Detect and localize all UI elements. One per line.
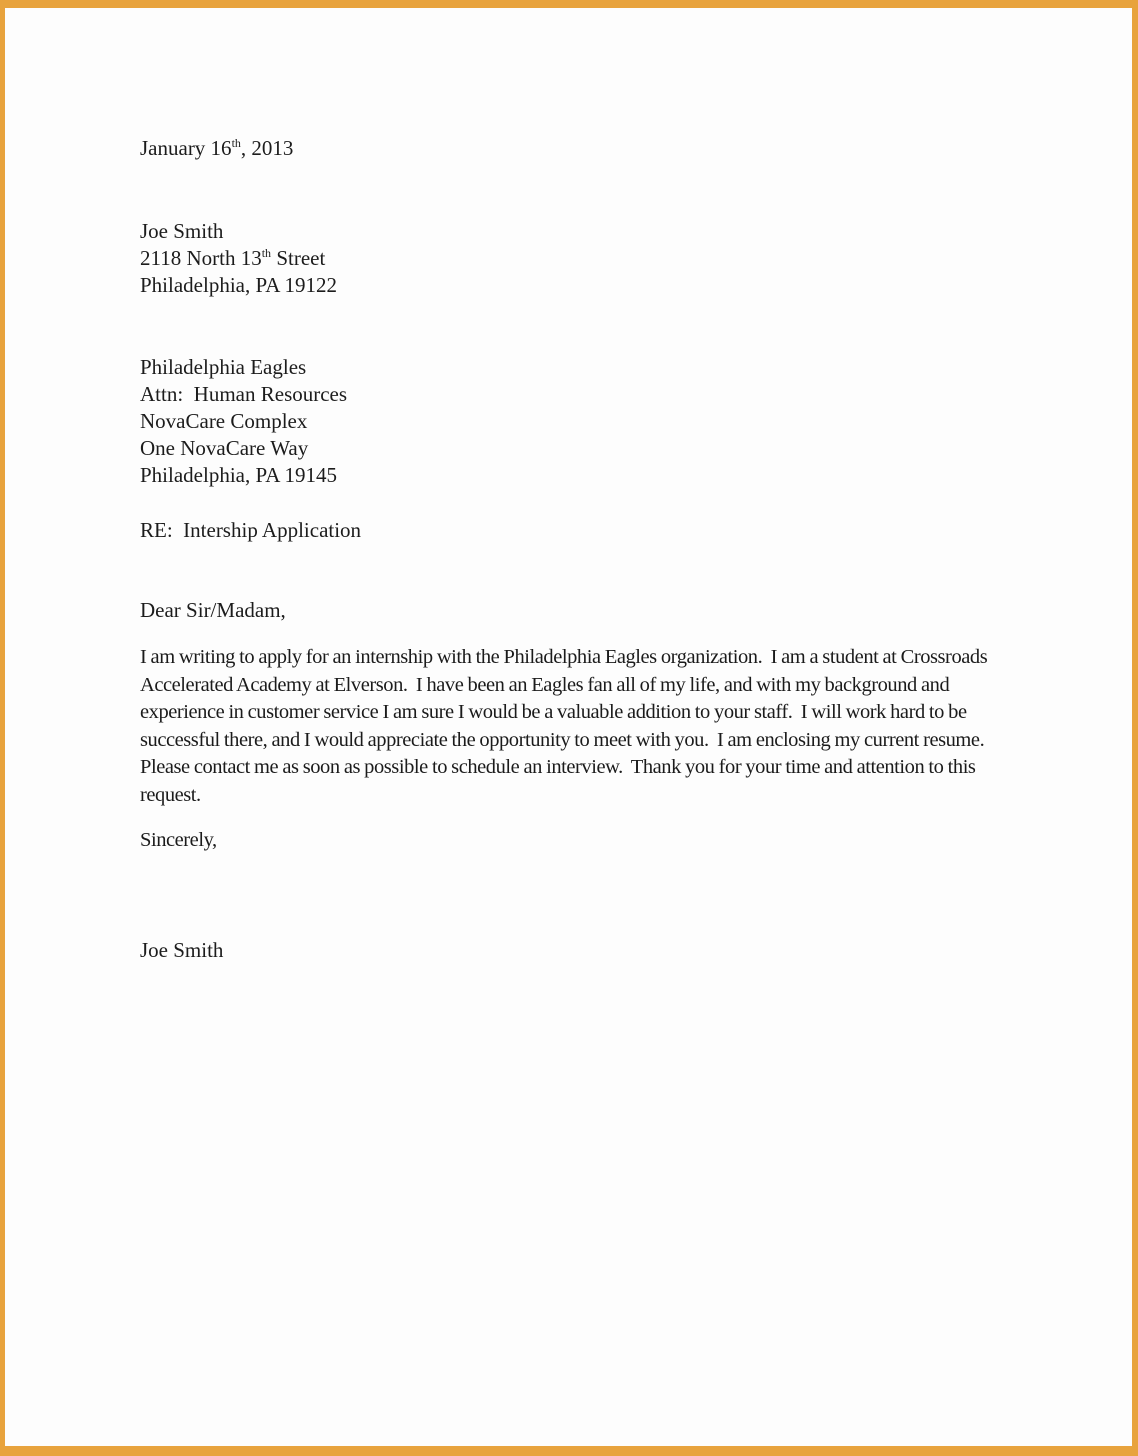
sender-city-line: Philadelphia, PA 19122 [140,273,337,297]
letter-body-paragraph: I am writing to apply for an internship with the Philadelphia Eagles organization. I am a student at Crossroads Accelerated Academy at Elverson. I have been an Eagles fan all of my life, and with my background and experience in customer service I am sure I would be a valuable addition to your staff. I will work hard to be successful there, and I would appreciate the opportunity to meet with you. I am enclosing my current resume. Please contact me as soon as possible to schedule an interview. Thank you for your time and attention to this request. [140,646,993,806]
closing: Sincerely, [140,829,217,851]
date-prefix: January 16 [140,136,232,160]
street-ordinal-superscript: th [261,246,272,260]
sender-address-block [140,218,1012,299]
sender-street-suffix: Street [271,246,326,270]
sender-street [140,245,1012,272]
sender-name: Joe Smith [140,219,224,243]
recipient-line: Attn: Human Resources [140,382,348,406]
subject-line: RE: Intership Application [140,518,362,542]
letter-content [5,8,1132,1446]
sender-street-prefix: 2118 North 13 [140,246,262,270]
recipient-line: Philadelphia, PA 19145 [140,463,337,487]
date-ordinal-superscript: th [231,136,241,150]
salutation: Dear Sir/Madam, [140,598,286,622]
letter-date [140,135,1012,162]
signature-name: Joe Smith [140,937,224,962]
recipient-address-block [140,354,1012,489]
date-suffix: , 2013 [240,136,294,160]
recipient-line: NovaCare Complex [140,409,308,433]
recipient-line: Philadelphia Eagles [140,355,307,379]
recipient-line: One NovaCare Way [140,436,309,460]
